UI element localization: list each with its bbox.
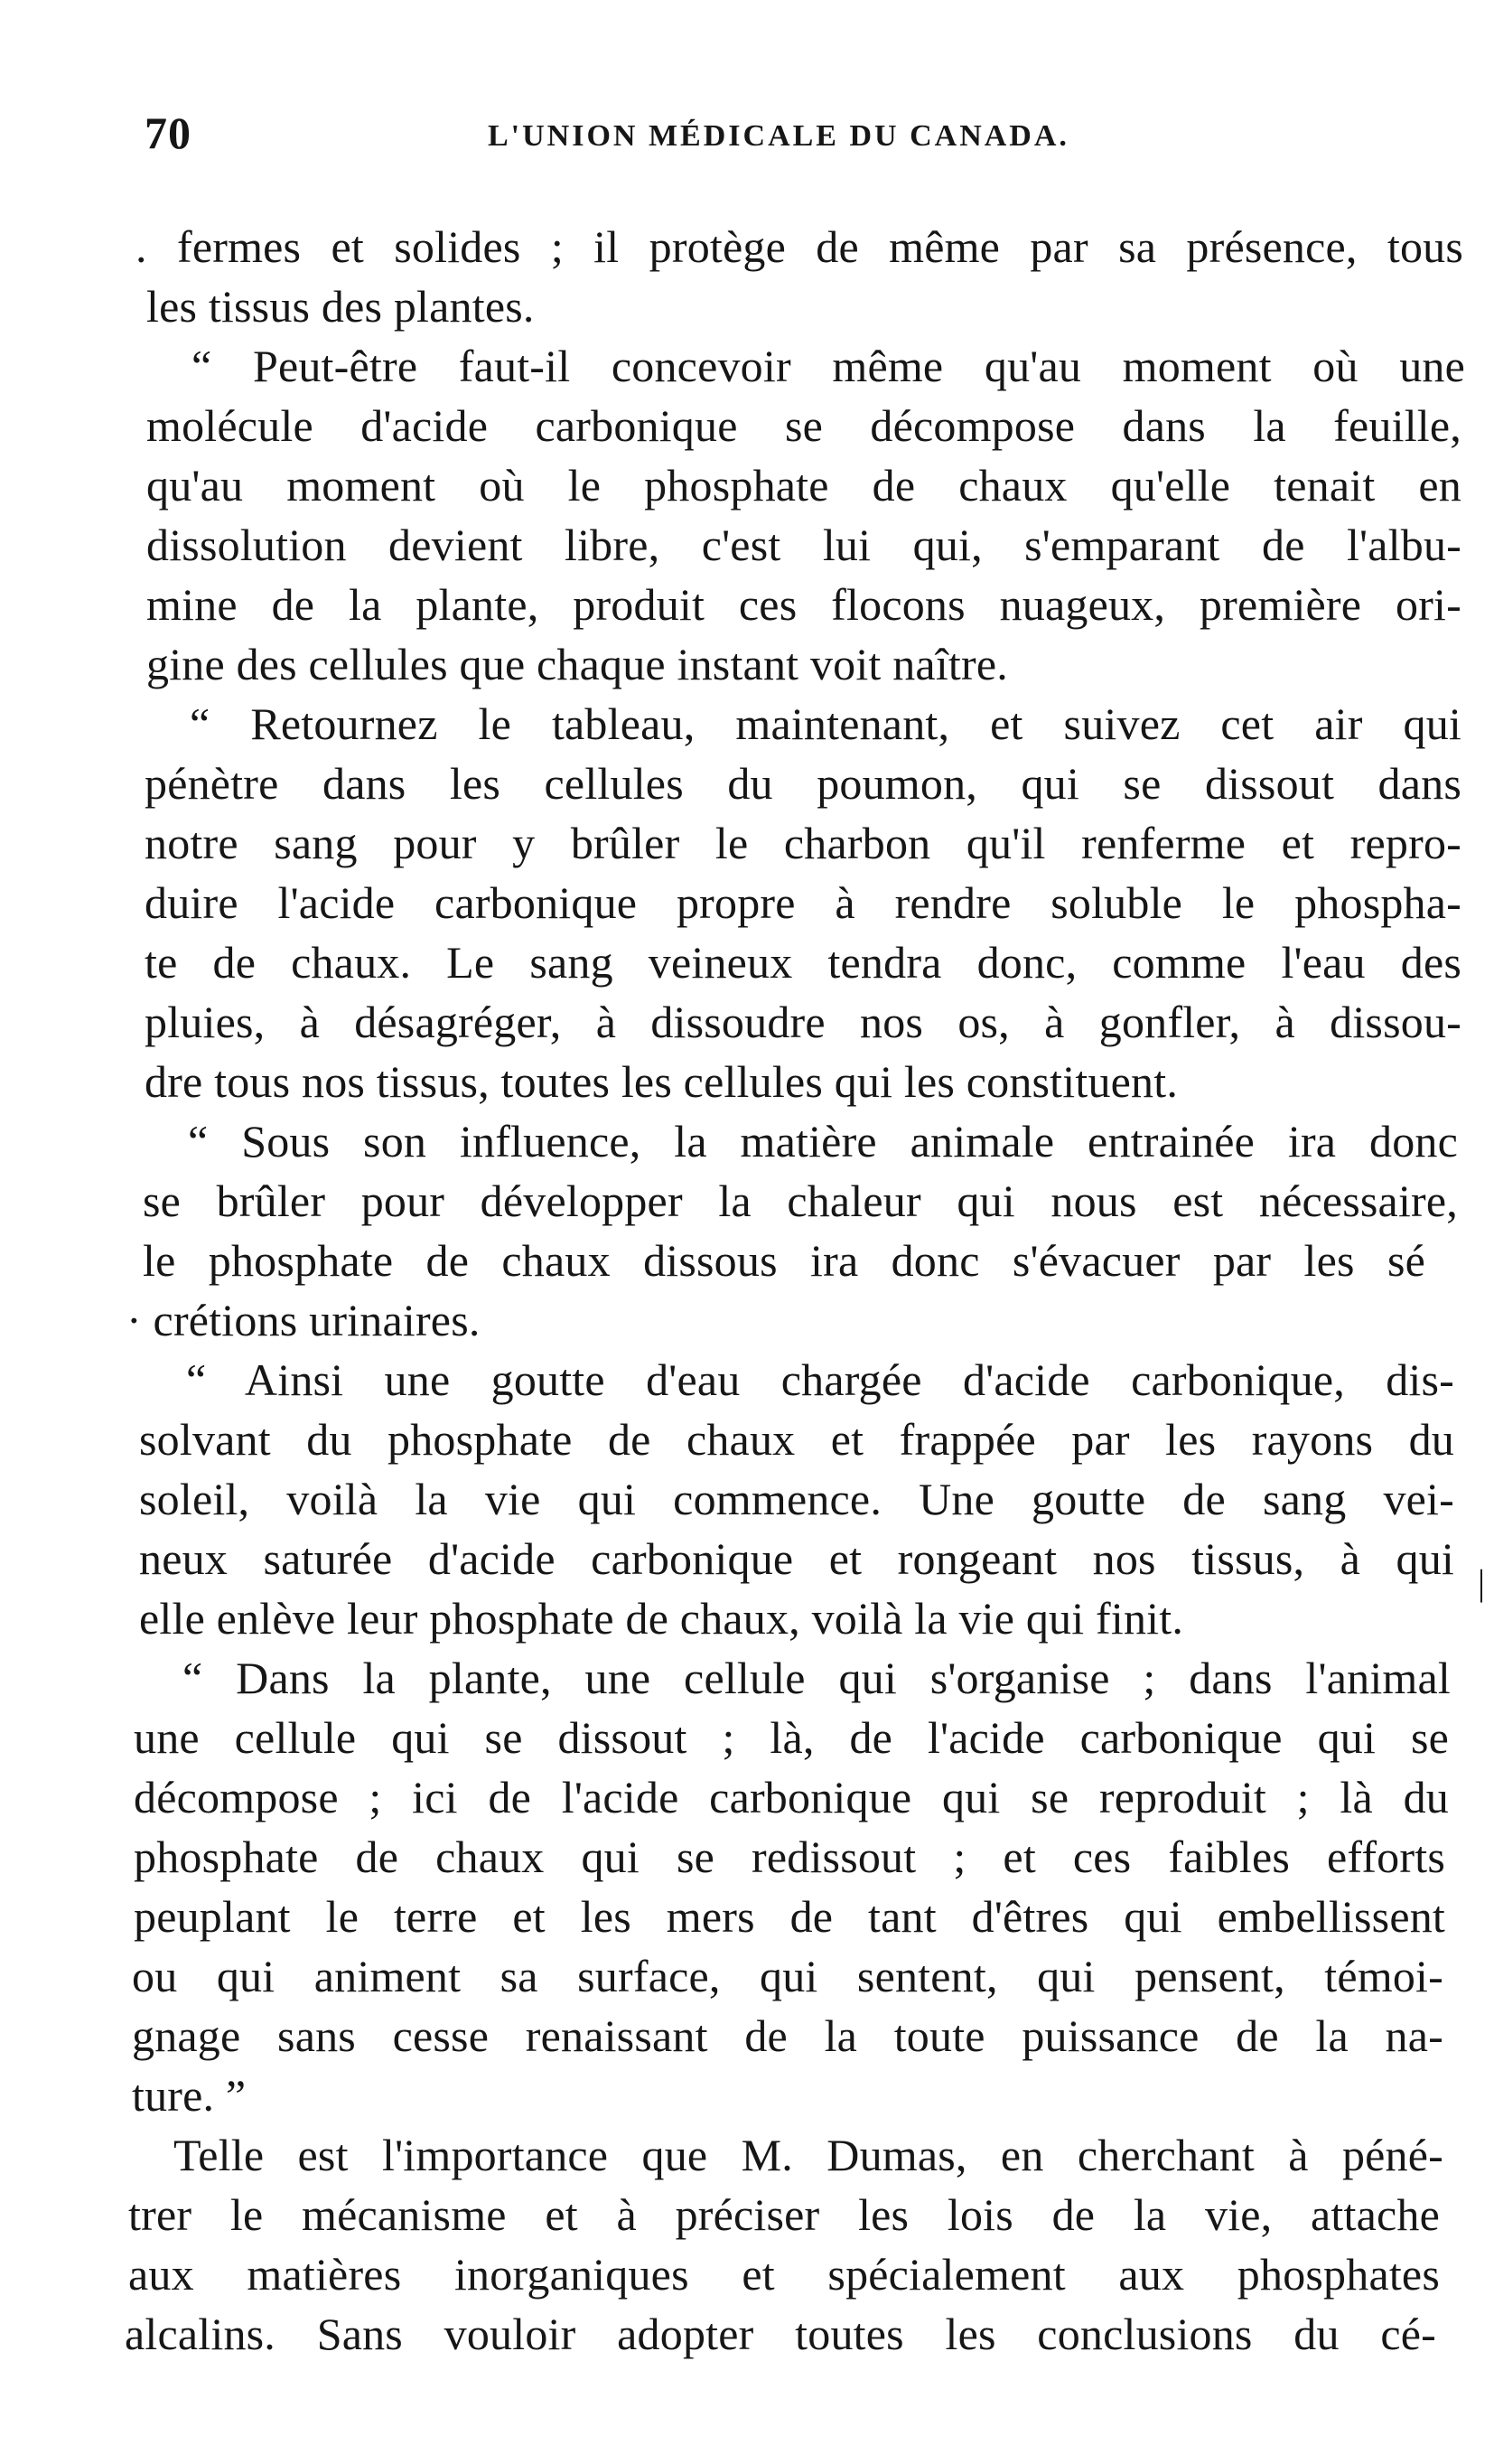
text-line: duire l'acide carbonique propre à rendre soluble le phospha- bbox=[145, 877, 1461, 928]
text-line: qu'au moment où le phosphate de chaux qu'elle tenait en bbox=[146, 460, 1461, 511]
text-line: phosphate de chaux qui se redissout ; et ces faibles efforts bbox=[134, 1832, 1445, 1882]
running-title: L'UNION MÉDICALE DU CANADA. bbox=[488, 119, 1069, 153]
text-line: “ Dans la plante, une cellule qui s'organise ; dans l'animal bbox=[182, 1653, 1451, 1703]
text-line: notre sang pour y brûler le charbon qu'il renferme et repro- bbox=[145, 818, 1461, 868]
text-line: . fermes et solides ; il protège de même par sa présence, tous bbox=[135, 221, 1463, 272]
text-line: trer le mécanisme et à préciser les lois de la vie, attache bbox=[128, 2189, 1440, 2240]
text-line: elle enlève leur phosphate de chaux, voilà la vie qui finit. bbox=[139, 1593, 1184, 1644]
text-line: “ Ainsi une goutte d'eau chargée d'acide carbonique, dis- bbox=[186, 1354, 1454, 1405]
text-line: alcalins. Sans vouloir adopter toutes les conclusions du cé- bbox=[125, 2309, 1436, 2359]
text-line: mine de la plante, produit ces flocons nuageux, première ori- bbox=[146, 579, 1461, 630]
text-line: Telle est l'importance que M. Dumas, en cherchant à péné- bbox=[173, 2130, 1443, 2180]
text-line: gine des cellules que chaque instant voit naître. bbox=[146, 639, 1008, 689]
page-header bbox=[145, 107, 1183, 179]
text-line: solvant du phosphate de chaux et frappée par les rayons du bbox=[139, 1414, 1454, 1465]
text-line: “ Retournez le tableau, maintenant, et suivez cet air qui bbox=[190, 698, 1461, 749]
text-line: te de chaux. Le sang veineux tendra donc, comme l'eau des bbox=[145, 937, 1461, 988]
text-line: le phosphate de chaux dissous ira donc s'évacuer par les sé bbox=[143, 1235, 1425, 1286]
text-line: “ Peut-être faut-il concevoir même qu'au moment où une bbox=[191, 341, 1465, 391]
text-line: pluies, à désagréger, à dissoudre nos os, à gonfler, à dissou- bbox=[145, 997, 1461, 1047]
text-line: les tissus des plantes. bbox=[146, 281, 535, 332]
text-line: aux matières inorganiques et spécialement aux phosphates bbox=[128, 2249, 1440, 2300]
text-line: ture. ” bbox=[132, 2070, 247, 2121]
text-line: gnage sans cesse renaissant de la toute puissance de la na- bbox=[132, 2010, 1443, 2061]
text-line: “ Sous son influence, la matière animale entrainée ira donc bbox=[188, 1116, 1458, 1166]
text-line: dissolution devient libre, c'est lui qui, s'emparant de l'albu- bbox=[146, 520, 1461, 570]
text-line: peuplant le terre et les mers de tant d'êtres qui embellissent bbox=[134, 1891, 1445, 1942]
text-line: se brûler pour développer la chaleur qui nous est nécessaire, bbox=[143, 1176, 1458, 1226]
text-line: pénètre dans les cellules du poumon, qui se dissout dans bbox=[145, 758, 1461, 809]
text-line: molécule d'acide carbonique se décompose dans la feuille, bbox=[146, 400, 1461, 451]
page-number: 70 bbox=[145, 108, 191, 158]
text-line: décompose ; ici de l'acide carbonique qui se reproduit ; là du bbox=[134, 1772, 1449, 1822]
text-line: dre tous nos tissus, toutes les cellules qui les constituent. bbox=[145, 1056, 1179, 1107]
text-line: une cellule qui se dissout ; là, de l'acide carbonique qui se bbox=[134, 1712, 1449, 1763]
text-line: neux saturée d'acide carbonique et rongeant nos tissus, à qui bbox=[139, 1533, 1454, 1584]
text-line: · crétions urinaires. bbox=[126, 1295, 481, 1345]
text-line: soleil, voilà la vie qui commence. Une goutte de sang vei- bbox=[139, 1474, 1454, 1524]
text-line: ou qui animent sa surface, qui sentent, qui pensent, témoi- bbox=[132, 1951, 1443, 2001]
margin-mark: | bbox=[1478, 1562, 1486, 1603]
